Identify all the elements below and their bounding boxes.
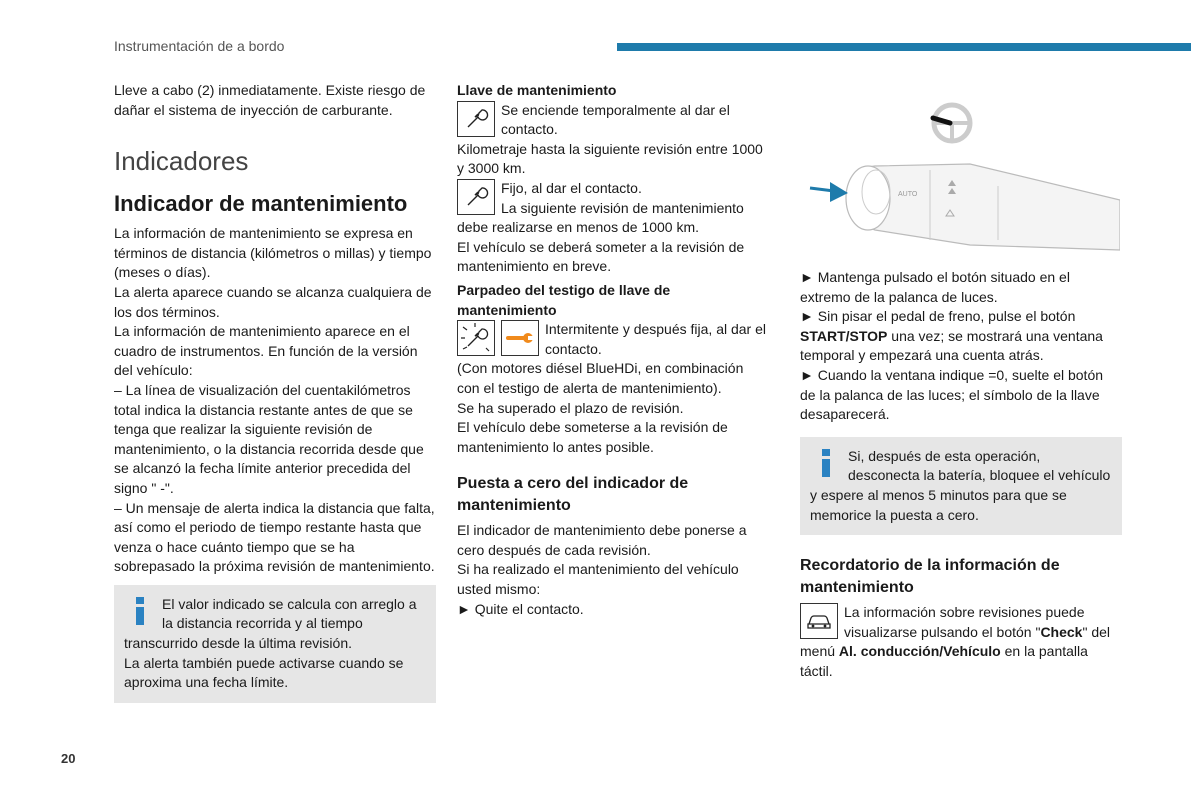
step-2-text-end: una vez; se mostrará una ventana temporal y empezará una cuenta atrás.	[800, 327, 1103, 364]
llave-row-1	[457, 101, 769, 140]
llave-row-2	[457, 179, 769, 238]
wrench-icon	[457, 179, 495, 215]
heading-parpadeo: Parpadeo del testigo de llave de mantenimiento	[457, 281, 671, 318]
heading-indicador: Indicador de mantenimiento	[114, 191, 408, 217]
note-text: La alerta también puede activarse cuando se aproxima una fecha límite.	[124, 654, 404, 691]
heading-llave: Llave de mantenimiento	[457, 82, 617, 98]
paragraph: La información de mantenimiento se expresa en términos de distancia (kilómetros o millas) y tiempo (meses o días).	[114, 225, 432, 281]
paragraph: Se ha superado el plazo de revisión.	[457, 399, 684, 416]
recall-text	[800, 603, 1122, 681]
paragraph: El vehículo debe someterse a la revisión de mantenimiento lo antes posible.	[457, 419, 728, 455]
heading-recall: Recordatorio de la información de mantenimiento	[800, 557, 1060, 597]
paragraph: (Con motores diésel BlueHDi, en combinación con el testigo de alerta de mantenimiento).	[457, 360, 744, 396]
column-1	[114, 81, 436, 703]
info-note	[114, 585, 436, 703]
column-2	[457, 81, 769, 619]
auto-label: AUTO	[898, 191, 918, 198]
section-title: Indicadores	[114, 146, 249, 177]
paragraph: Se enciende temporalmente al dar el contacto.	[501, 101, 730, 138]
light-stalk-illustration	[800, 90, 1120, 260]
info-icon	[816, 449, 838, 477]
paragraph: Fijo, al dar el contacto.	[501, 179, 642, 196]
menu-label: Al. conducción/Vehículo	[838, 643, 1001, 660]
car-check-icon	[800, 603, 838, 639]
paragraph: Intermitente y después fija, al dar el contacto.	[545, 321, 767, 357]
paragraph: ► Quite el contacto.	[457, 600, 584, 617]
recall-text-e: en la pantalla táctil.	[800, 643, 1088, 679]
info-note	[800, 437, 1122, 535]
info-icon	[130, 597, 152, 625]
check-label: Check	[1040, 623, 1083, 640]
parpadeo-row	[457, 320, 769, 359]
step-2-text: ► Sin pisar el pedal de freno, pulse el botón	[800, 308, 1076, 325]
recall-row	[800, 603, 1122, 681]
column-3	[800, 268, 1122, 682]
paragraph: – La línea de visualización del cuentakilómetros total indica la distancia restante antes de que se tenga que realizar la siguiente revisión de mantenimiento, o la distancia recorrida desde que se alcanzó la fecha límite anterior precedida del signo " -".	[114, 381, 424, 496]
intro-text: Lleve a cabo (2) inmediatamente. Existe riesgo de dañar el sistema de inyección de carburante.	[114, 82, 426, 118]
paragraph: – Un mensaje de alerta indica la distancia que falta, así como el periodo de tiempo restante hasta que venza o hace cuánto tiempo que se ha sobrepasado la próxima revisión de mantenimiento.	[114, 499, 435, 575]
running-header: Instrumentación de a bordo	[114, 38, 285, 54]
header-accent-bar	[617, 43, 1191, 51]
step-2	[800, 307, 1122, 366]
start-stop-label: START/STOP	[800, 327, 888, 344]
paragraph: La alerta aparece cuando se alcanza cualquiera de los dos términos.	[114, 283, 432, 320]
steering-wheel-icon	[933, 105, 970, 141]
paragraph: El indicador de mantenimiento debe ponerse a cero después de cada revisión.	[457, 522, 747, 558]
page-number: 20	[61, 751, 76, 766]
flashing-wrench-icon	[457, 320, 495, 356]
step-3: ► Cuando la ventana indique =0, suelte el botón de la palanca de las luces; el símbolo de la llave desaparecerá.	[800, 366, 1104, 423]
orange-wrench-icon	[501, 320, 539, 356]
recall-text-c: " del menú	[800, 623, 1111, 660]
recall-text-a: La información sobre revisiones puede visualizarse pulsando el botón "	[844, 604, 1085, 640]
heading-reset: Puesta a cero del indicador de mantenimiento	[457, 475, 689, 515]
paragraph: La siguiente revisión de mantenimiento debe realizarse en menos de 1000 km.	[457, 199, 744, 236]
note-text: El valor indicado se calcula con arreglo a la distancia recorrida y al tiempo transcurrido desde la última revisión.	[124, 595, 417, 652]
paragraph: El vehículo se deberá someter a la revisión de mantenimiento en breve.	[457, 238, 745, 275]
wrench-icon	[457, 101, 495, 137]
note-text: Si, después de esta operación, desconecta la batería, bloquee el vehículo y espere al menos 5 minutos para que se memorice la puesta a cero.	[810, 447, 1111, 523]
paragraph: Si ha realizado el mantenimiento del vehículo usted mismo:	[457, 561, 739, 598]
step-1: ► Mantenga pulsado el botón situado en el extremo de la palanca de luces.	[800, 269, 1070, 305]
paragraph: Kilometraje hasta la siguiente revisión entre 1000 y 3000 km.	[457, 140, 763, 177]
paragraph: La información de mantenimiento aparece en el cuadro de instrumentos. En función de la versión del vehículo:	[114, 323, 418, 379]
